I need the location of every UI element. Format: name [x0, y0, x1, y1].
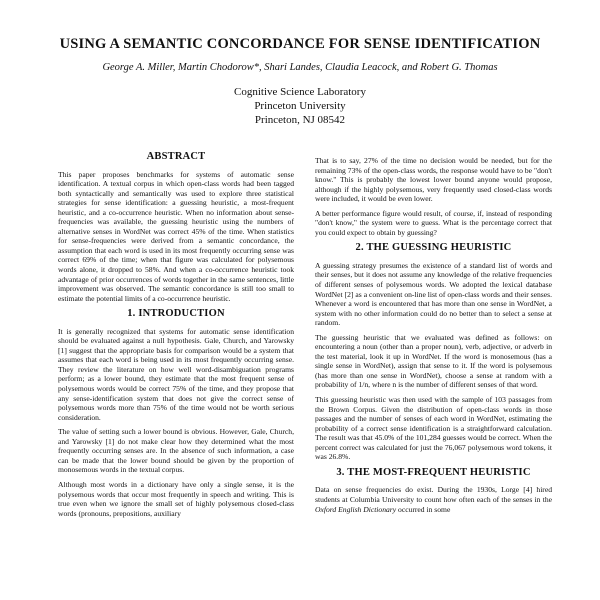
- guessing-heuristic-heading: 2. THE GUESSING HEURISTIC: [355, 242, 512, 254]
- guessing-paragraph-2: The guessing heuristic that we evaluated was defined as follows: on encountering a noun (other than a proper noun), verb, adjective, or adverb in the test material, look it up in WordNet. If the word is monosemous (has a single sense in WordNet), assign that sense to it. If the word is polysemous (has more than one sense in WordNet), choose a sense at random with a probability of 1/n, where n is the number of different senses of that word.: [315, 332, 552, 390]
- intro-paragraph-3: Although most words in a dictionary have only a single sense, it is the polysemous words that occur most frequently in speech and writing. This is true even when we ignore the small set of highly polysemous closed-class words (pronouns, prepositions, auxiliary: [58, 479, 294, 518]
- left-column: [58, 152, 294, 523]
- abstract-heading: ABSTRACT: [146, 151, 206, 162]
- most-frequent-heuristic-heading: 3. THE MOST-FREQUENT HEURISTIC: [336, 466, 531, 478]
- introduction-heading: 1. INTRODUCTION: [127, 308, 225, 320]
- abstract-text: This paper proposes benchmarks for systems of automatic sense identification. A textual corpus in which open-class words had been tagged both syntactically and semantically was used to explore three statistical strategies for sense identification: a guessing heuristic, a most-frequent heuristic, and a co-occurrence heuristic. When no information about sense-frequencies was available, the guessing heuristic using the numbers of alternative senses in WordNet was correct 45% of the time. When statistics for sense-frequencies were derived from a semantic concordance, the assumption that each word is used in its most frequently occurring sense was correct 69% of the time; when that figure was calculated for polysemous words alone, it dropped to 58%. And when a co-occurrence heuristic took advantage of prior occurrences of words together in the same sentences, little improvement was observed. The semantic concordance is still too small to estimate the potential limits of a co-occurrence heuristic.: [58, 169, 294, 303]
- affiliation-university: Princeton University: [254, 100, 346, 112]
- affiliation-address: Princeton, NJ 08542: [254, 114, 346, 126]
- right-column: [315, 156, 552, 519]
- continued-paragraph-2: A better performance figure would result, of course, if, instead of responding "don't know," the system were to guess. What is the percentage correct that you could expect to obtain by guessing?: [315, 208, 552, 237]
- paper-title: USING A SEMANTIC CONCORDANCE FOR SENSE IDENTIFICATION: [59, 36, 541, 52]
- most-frequent-paragraph-1: [315, 485, 552, 514]
- most-frequent-text-b: occurred in some: [396, 504, 451, 514]
- intro-paragraph-1: It is generally recognized that systems for automatic sense identification should be evaluated against a null hypothesis. Gale, Church, and Yarowsky [1] suggest that the appropriate basis for comparison would be a system that assumes that each word is being used in its most frequently occurring sense. They review the literature on how well word-disambiguation programs perform; as a lower bound, they estimate that the most frequent sense of polysemous words would be correct 75% of the time, and they propose that any sense-identification system that does not give the correct sense of polysemous words more than 75% of the time would not be worth serious consideration.: [58, 326, 294, 422]
- guessing-paragraph-3: This guessing heuristic was then used with the sample of 103 passages from the Brown Corpus. Given the distribution of open-class words in those passages and the number of senses of each word in WordNet, estimating the probability of a correct sense identification is a straightforward calculation. The result was that 45.0% of the 101,284 guesses would be correct. When the percent correct was calculated for just the 76,067 polysemous word tokens, it was 26.8%.: [315, 395, 552, 462]
- intro-paragraph-2: The value of setting such a lower bound is obvious. However, Gale, Church, and Yarowsky [1] do not make clear how they determined what the most frequently occurring senses are. In the absence of such information, a case can be made that the lower bound should be given by the proportion of monosemous words in the textual corpus.: [58, 427, 294, 475]
- guessing-paragraph-1: A guessing strategy presumes the existence of a standard list of words and their senses, but it does not assume any knowledge of the relative frequencies of different senses of polysemous words. We adopted the lexical database WordNet [2] as a convenient on-line list of open-class words and their senses. Whenever a word is encountered that has more than one sense in WordNet, a system with no other information could do no better than to select a sense at random.: [315, 260, 552, 328]
- author-list: George A. Miller, Martin Chodorow*, Shari Landes, Claudia Leacock, and Robert G. Thomas: [102, 62, 498, 73]
- affiliation-lab: Cognitive Science Laboratory: [234, 86, 366, 98]
- continued-paragraph-1: That is to say, 27% of the time no decision would be needed, but for the remaining 73% of the open-class words, the response would have to be "don't know." This is probably the lowest lower bound anyone would propose, although if the highly polysemous, very frequently used closed-class words were included, it would be even lower.: [315, 156, 552, 204]
- most-frequent-text-a: Data on sense frequencies do exist. During the 1930s, Lorge [4] hired students at Columbia University to count how often each of the senses in the: [315, 485, 552, 504]
- oed-title: Oxford English Dictionary: [315, 504, 397, 514]
